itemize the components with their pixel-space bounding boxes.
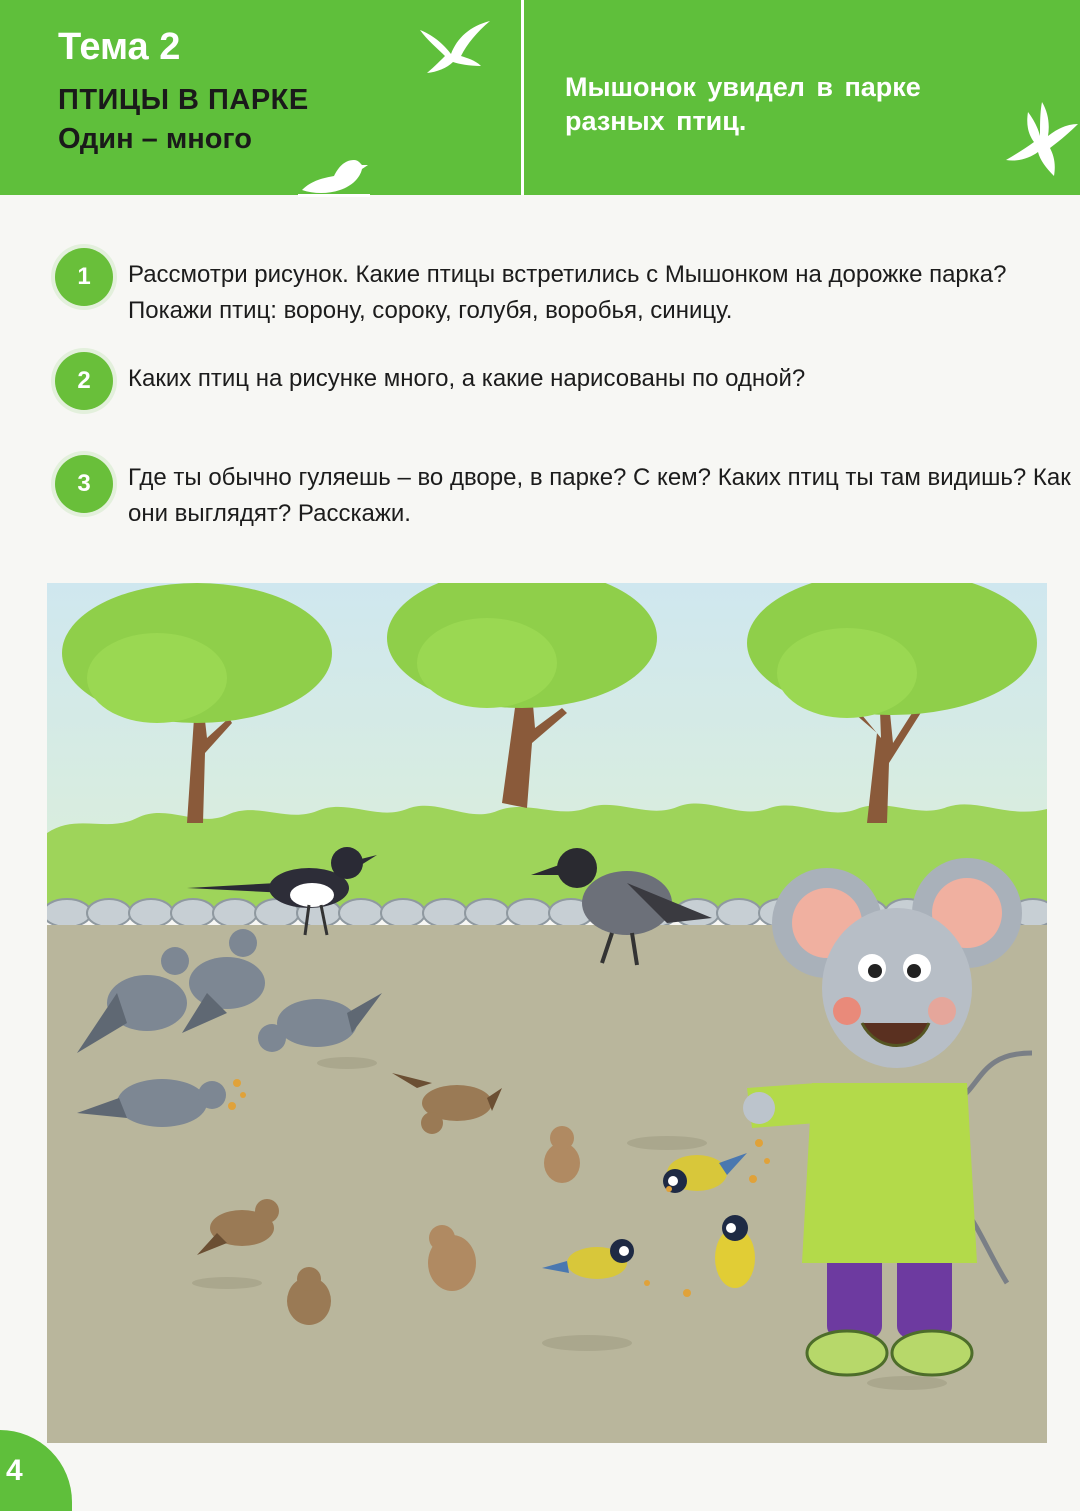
topic-subtitle: Один – много bbox=[58, 123, 252, 155]
page-number: 4 bbox=[0, 1430, 72, 1511]
topic-number: Тема 2 bbox=[58, 26, 181, 68]
park-illustration bbox=[47, 583, 1047, 1443]
flying-bird-icon bbox=[415, 18, 495, 78]
intro-text: Мышонок увидел в парке разных птиц. bbox=[565, 72, 921, 136]
task-text: Каких птиц на рисунке много, а какие нарисованы по одной? bbox=[128, 365, 806, 392]
task-text: Где ты обычно гуляешь – во дворе, в парке? С кем? Каких птиц ты там видишь? Как они выглядят? Расскажи. bbox=[128, 464, 1071, 527]
flying-bird-icon-right bbox=[1002, 98, 1080, 180]
task-text: Рассмотри рисунок. Какие птицы встретились с Мышонком на дорожке парка? Покажи птиц: ворону, сороку, голубя, воробья, синицу. bbox=[128, 261, 1007, 324]
header-divider bbox=[521, 0, 524, 195]
task-number-badge: 2 bbox=[55, 352, 113, 410]
header-banner bbox=[0, 0, 1080, 195]
perched-bird-icon bbox=[298, 150, 370, 198]
task-number-badge: 1 bbox=[55, 248, 113, 306]
task-number-badge: 3 bbox=[55, 455, 113, 513]
topic-title: ПТИЦЫ В ПАРКЕ bbox=[58, 84, 309, 116]
